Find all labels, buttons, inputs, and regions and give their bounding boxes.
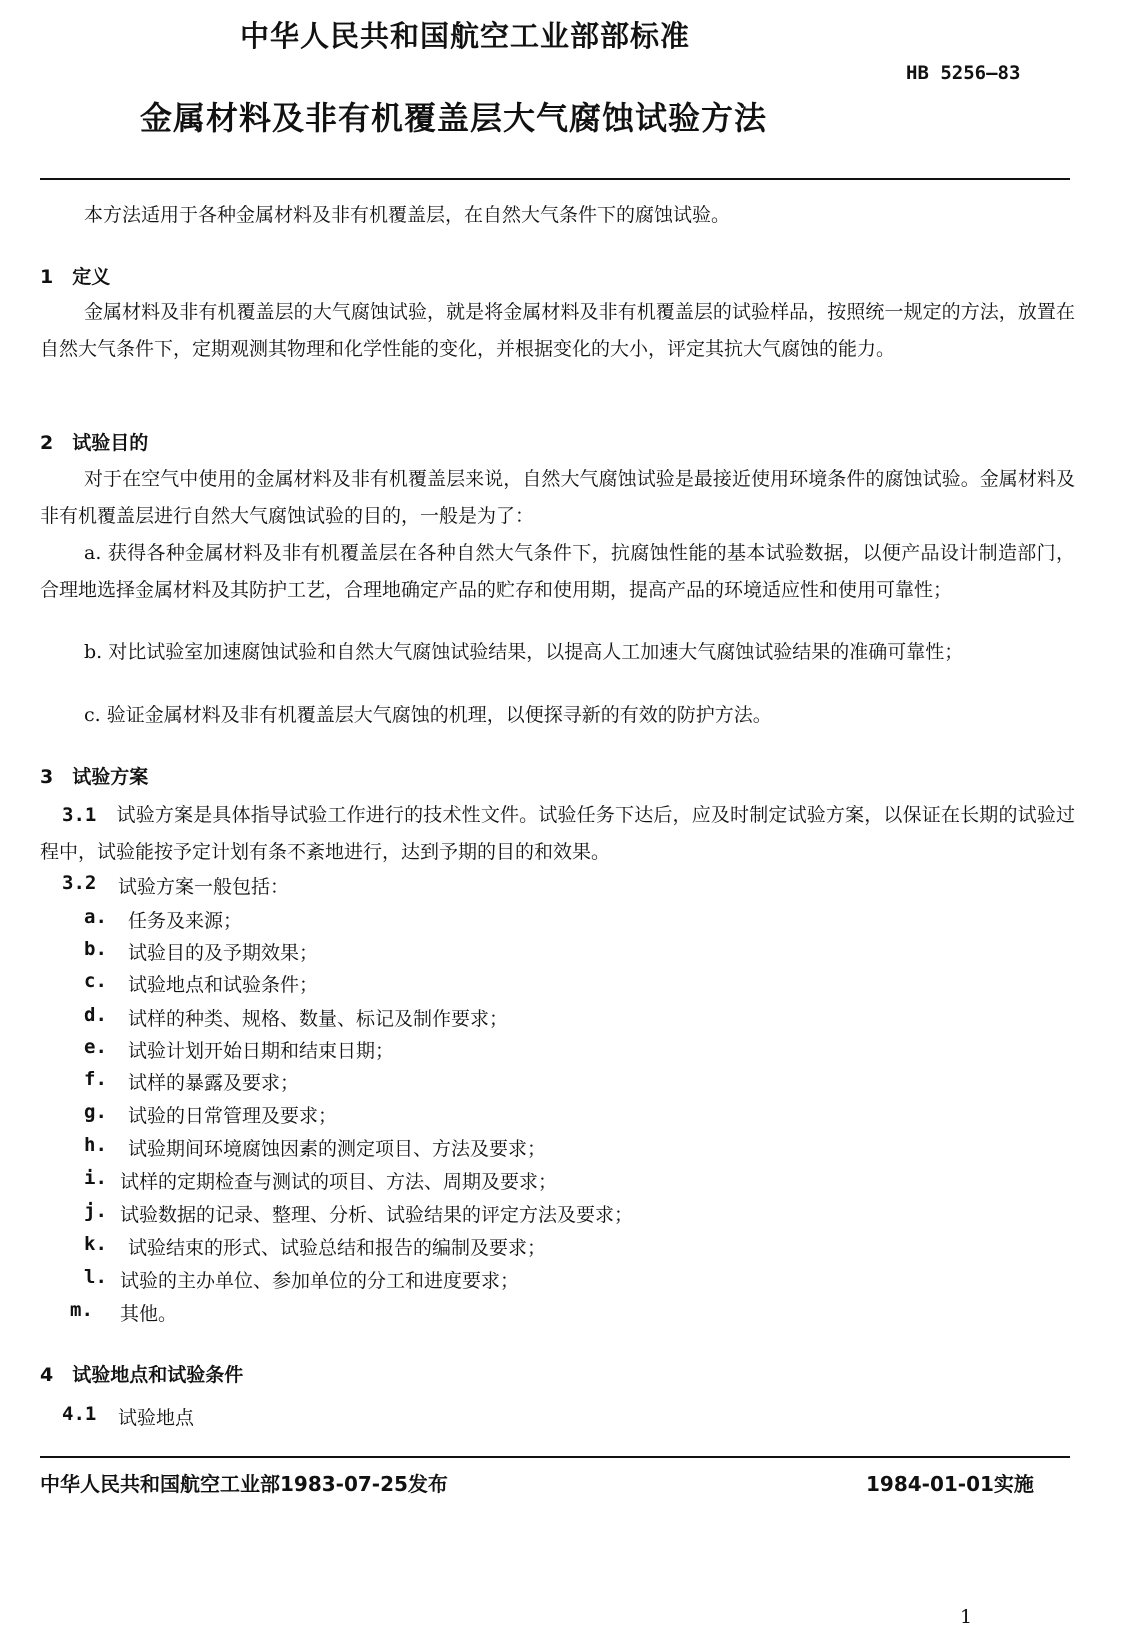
footer-divider: [40, 1456, 1070, 1458]
clause-3-1: [40, 797, 1075, 871]
list-item: 试验结束的形式、试验总结和报告的编制及要求；: [128, 1237, 547, 1259]
section-2-item-b: [40, 634, 1075, 671]
list-item: 试验的日常管理及要求；: [128, 1105, 338, 1127]
clause-number: 3.1: [62, 804, 97, 826]
clause-3-2-text: 试验方案一般包括：: [118, 876, 290, 898]
list-item-label: l.: [84, 1266, 107, 1288]
item-text: 对比试验室加速腐蚀试验和自然大气腐蚀试验结果，以提高人工加速大气腐蚀试验结果的准确可靠性；: [108, 641, 964, 663]
clause-text: 试验方案是具体指导试验工作进行的技术性文件。试验任务下达后，应及时制定试验方案，以保证在长期的试验过程中，试验能按予定计划有条不紊地进行，达到予期的目的和效果。: [40, 804, 1075, 863]
list-item: 试验期间环境腐蚀因素的测定项目、方法及要求；: [128, 1138, 547, 1160]
clause-4-1-number: 4.1: [62, 1403, 97, 1425]
section-4-heading: 4 试验地点和试验条件: [40, 1364, 244, 1386]
intro-paragraph: 本方法适用于各种金属材料及非有机覆盖层，在自然大气条件下的腐蚀试验。: [84, 204, 731, 226]
list-item-label: k.: [84, 1233, 107, 1255]
clause-4-1-text: 试验地点: [118, 1407, 195, 1429]
section-2-text: 对于在空气中使用的金属材料及非有机覆盖层来说，自然大气腐蚀试验是最接近使用环境条件的腐蚀试验。金属材料及非有机覆盖层进行自然大气腐蚀试验的目的，一般是为了：: [40, 468, 1075, 527]
section-3-heading: 3 试验方案: [40, 766, 149, 788]
list-item: 其他。: [120, 1303, 178, 1325]
section-2-paragraph: [40, 461, 1075, 535]
item-label: b.: [84, 641, 103, 663]
standard-code: HB 5256—83: [906, 62, 1021, 84]
document-title: 金属材料及非有机覆盖层大气腐蚀试验方法: [140, 99, 768, 137]
issue-date: 中华人民共和国航空工业部1983-07-25发布: [40, 1472, 448, 1496]
list-item-label: i.: [84, 1167, 107, 1189]
item-label: c.: [84, 704, 101, 726]
list-item-label: a.: [84, 906, 107, 928]
item-text: 获得各种金属材料及非有机覆盖层在各种自然大气条件下，抗腐蚀性能的基本试验数据，以便产品设计制造部门，合理地选择金属材料及其防护工艺，合理地确定产品的贮存和使用期，提高产品的环境适应性和使用可靠性；: [40, 542, 1075, 601]
section-1-heading: 1 定义: [40, 266, 111, 288]
list-item: 试验数据的记录、整理、分析、试验结果的评定方法及要求；: [120, 1204, 634, 1226]
item-text: 验证金属材料及非有机覆盖层大气腐蚀的机理，以便探寻新的有效的防护方法。: [106, 704, 772, 726]
clause-3-2-number: 3.2: [62, 872, 97, 894]
header-divider: [40, 178, 1070, 180]
effective-date: 1984-01-01实施: [866, 1472, 1034, 1496]
list-item: 试样的定期检查与测试的项目、方法、周期及要求；: [120, 1171, 558, 1193]
list-item-label: e.: [84, 1036, 107, 1058]
list-item: 试样的种类、规格、数量、标记及制作要求；: [128, 1008, 509, 1030]
list-item-label: h.: [84, 1134, 107, 1156]
list-item-label: b.: [84, 938, 107, 960]
list-item-label: m.: [70, 1299, 93, 1321]
item-label: a.: [84, 542, 102, 564]
section-1-paragraph: [40, 294, 1075, 368]
section-2-heading: 2 试验目的: [40, 432, 149, 454]
issuing-organization: 中华人民共和国航空工业部部标准: [240, 19, 691, 53]
page-number: 1: [960, 1606, 973, 1628]
list-item: 试样的暴露及要求；: [128, 1072, 300, 1094]
list-item-label: f.: [84, 1068, 107, 1090]
list-item-label: d.: [84, 1004, 107, 1026]
list-item: 试验地点和试验条件；: [128, 974, 319, 996]
list-item: 试验计划开始日期和结束日期；: [128, 1040, 395, 1062]
list-item: 试验目的及予期效果；: [128, 942, 319, 964]
section-1-text: 金属材料及非有机覆盖层的大气腐蚀试验，就是将金属材料及非有机覆盖层的试验样品，按照统一规定的方法，放置在自然大气条件下，定期观测其物理和化学性能的变化，并根据变化的大小，评定其抗大气腐蚀的能力。: [40, 301, 1075, 360]
section-2-item-c: [40, 697, 1075, 734]
list-item-label: j.: [84, 1200, 107, 1222]
section-2-item-a: [40, 535, 1075, 609]
list-item: 试验的主办单位、参加单位的分工和进度要求；: [120, 1270, 520, 1292]
list-item-label: c.: [84, 970, 107, 992]
list-item-label: g.: [84, 1101, 107, 1123]
list-item: 任务及来源；: [128, 910, 243, 932]
